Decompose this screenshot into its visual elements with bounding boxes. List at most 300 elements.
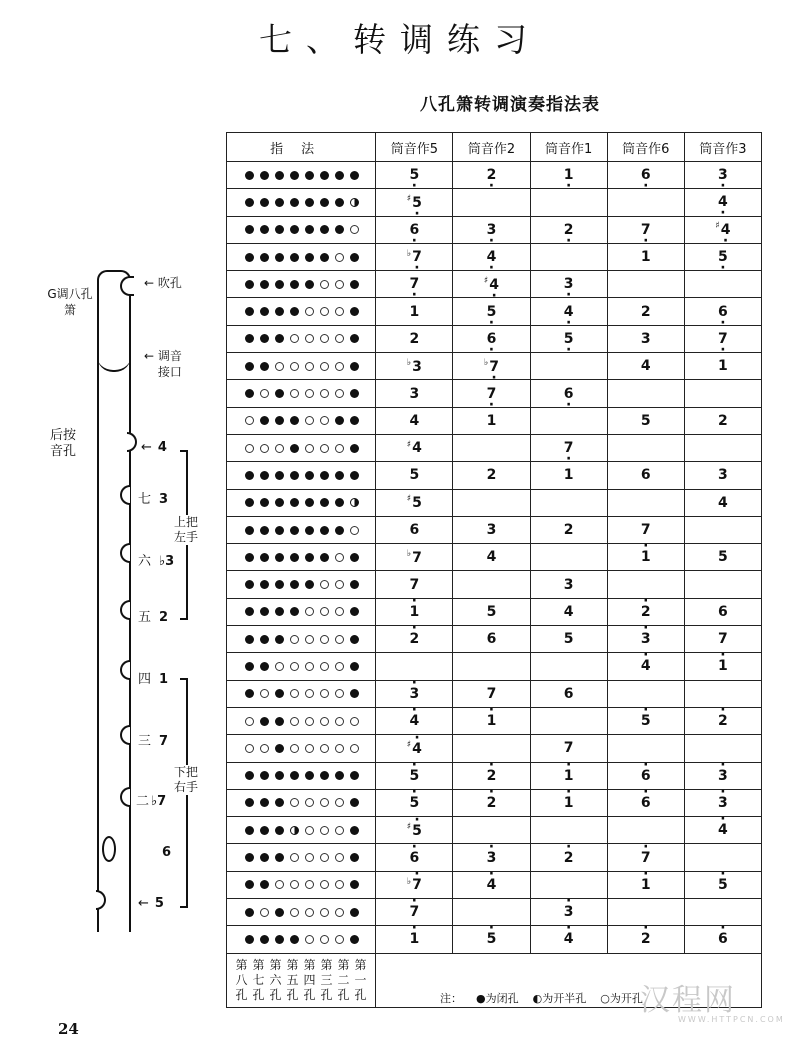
open-hole-icon	[335, 362, 344, 371]
fingering-cell	[227, 243, 376, 270]
closed-hole-icon	[260, 771, 269, 780]
open-hole-icon	[305, 362, 314, 371]
closed-hole-icon	[275, 498, 284, 507]
open-hole-icon	[335, 635, 344, 644]
instrument-label: G调八孔箫	[47, 287, 93, 317]
note-cell	[607, 871, 684, 898]
closed-hole-icon	[245, 689, 254, 698]
closed-hole-icon	[350, 362, 359, 371]
blowhole-label: ← 吹孔	[144, 276, 182, 290]
open-hole-icon	[335, 607, 344, 616]
closed-hole-icon	[275, 853, 284, 862]
closed-hole-icon	[320, 471, 329, 480]
header-key-6: 筒音作6	[607, 133, 684, 162]
note-value: · 5	[718, 877, 728, 893]
note-value: 6	[563, 685, 574, 702]
note-value: 4	[486, 549, 497, 566]
closed-hole-icon	[335, 771, 344, 780]
note-value: 5	[486, 603, 497, 620]
table-body	[227, 162, 762, 954]
note-value: · 1	[718, 658, 728, 674]
closed-hole-icon	[245, 253, 254, 262]
open-hole-icon	[320, 689, 329, 698]
note-cell	[530, 434, 607, 461]
note-cell	[530, 707, 607, 734]
note-cell	[530, 516, 607, 543]
open-hole-icon	[335, 908, 344, 917]
note-cell	[453, 707, 530, 734]
note-value: 7 ·	[564, 440, 574, 456]
open-hole-icon	[260, 689, 269, 698]
closed-hole-icon	[335, 416, 344, 425]
note-value: 2 ·	[487, 167, 497, 183]
closed-hole-icon	[260, 607, 269, 616]
fingering-cell	[227, 653, 376, 680]
note-value: · 4	[718, 822, 728, 838]
note-cell	[376, 325, 453, 352]
note-value: · 3	[409, 686, 419, 702]
closed-hole-icon	[320, 553, 329, 562]
note-cell: ♯4 ·	[453, 271, 530, 298]
closed-hole-icon	[350, 853, 359, 862]
note-value: 1	[563, 467, 574, 484]
hole-order-legend: 第 第 第 第 第 第 第 第 八 七 六 五 四 三 二 一 孔 孔 孔 孔 孔 孔 孔 孔	[227, 953, 376, 1007]
note-value: · 2	[564, 850, 574, 866]
note-cell	[607, 271, 684, 298]
note-cell	[453, 516, 530, 543]
half-hole-icon	[350, 498, 359, 507]
closed-hole-icon	[260, 334, 269, 343]
closed-hole-icon	[350, 662, 359, 671]
page-number: 24	[58, 1020, 79, 1038]
note-value: 4	[563, 603, 574, 620]
note-cell	[453, 434, 530, 461]
note-value: 1	[486, 412, 497, 429]
closed-hole-icon	[245, 853, 254, 862]
note-cell: ♯4 ·	[684, 216, 761, 243]
closed-hole-icon	[245, 635, 254, 644]
note-value: · 1	[641, 877, 651, 893]
open-hole-icon	[305, 935, 314, 944]
note-value: 4	[409, 412, 420, 429]
closed-hole-icon	[275, 635, 284, 644]
header-fingering: 指法	[227, 133, 376, 162]
note-cell	[453, 162, 530, 189]
closed-hole-icon	[275, 607, 284, 616]
note-value: 3 ·	[564, 276, 574, 292]
closed-hole-icon	[290, 771, 299, 780]
note-value: 5	[412, 495, 422, 512]
table-row	[227, 653, 762, 680]
closed-hole-icon	[245, 334, 254, 343]
note-cell	[607, 489, 684, 516]
closed-hole-icon	[290, 280, 299, 289]
note-cell	[376, 380, 453, 407]
closed-hole-icon	[290, 935, 299, 944]
note-cell	[376, 626, 453, 653]
note-cell	[530, 162, 607, 189]
note-value: 7 ·	[641, 222, 651, 238]
open-hole-icon	[305, 853, 314, 862]
note-cell	[453, 598, 530, 625]
note-value: · 3	[641, 631, 651, 647]
hole-label: 6	[162, 845, 172, 860]
note-value: 1	[409, 303, 420, 320]
header-key-1: 筒音作1	[530, 133, 607, 162]
closed-hole-icon	[305, 253, 314, 262]
closed-hole-icon	[275, 553, 284, 562]
open-hole-icon	[320, 935, 329, 944]
note-value: 5 ·	[718, 249, 728, 265]
open-hole-icon	[305, 689, 314, 698]
note-cell: ♯· 5	[376, 817, 453, 844]
closed-hole-icon	[260, 826, 269, 835]
note-value: 3	[412, 358, 422, 375]
closed-hole-icon	[290, 171, 299, 180]
note-value: 6 ·	[564, 386, 574, 402]
note-value: · 1	[564, 768, 574, 784]
open-hole-icon	[305, 416, 314, 425]
closed-hole-icon	[350, 635, 359, 644]
closed-hole-icon	[260, 853, 269, 862]
note-cell: ♭7 ·	[453, 353, 530, 380]
closed-hole-icon	[290, 580, 299, 589]
closed-hole-icon	[260, 880, 269, 889]
fingering-cell	[227, 380, 376, 407]
closed-hole-icon	[260, 498, 269, 507]
closed-hole-icon	[245, 798, 254, 807]
note-value: 5 ·	[564, 331, 574, 347]
closed-hole-icon	[320, 771, 329, 780]
note-cell: ♭· 7	[376, 871, 453, 898]
fingering-cell	[227, 162, 376, 189]
closed-hole-icon	[245, 171, 254, 180]
note-cell: ♭7 ·	[376, 243, 453, 270]
open-hole-icon	[260, 444, 269, 453]
table-row	[227, 516, 762, 543]
open-hole-icon	[275, 444, 284, 453]
note-value: · 4	[641, 658, 651, 674]
closed-hole-icon	[290, 498, 299, 507]
closed-hole-icon	[290, 225, 299, 234]
legend-closed: ●为闭孔	[476, 992, 519, 1005]
open-hole-icon	[305, 389, 314, 398]
closed-hole-icon	[275, 198, 284, 207]
open-hole-icon	[320, 853, 329, 862]
note-value: · 4	[409, 713, 419, 729]
note-value: 3	[640, 330, 651, 347]
closed-hole-icon	[305, 553, 314, 562]
fingering-cell	[227, 735, 376, 762]
note-value: · 6	[409, 850, 419, 866]
note-cell: ♯· 4	[376, 735, 453, 762]
note-value: · 2	[641, 604, 651, 620]
open-hole-icon	[320, 362, 329, 371]
open-hole-icon	[320, 635, 329, 644]
closed-hole-icon	[260, 635, 269, 644]
open-hole-icon	[335, 717, 344, 726]
closed-hole-icon	[290, 471, 299, 480]
note-value: 4 ·	[487, 249, 497, 265]
note-value: 7 ·	[409, 276, 419, 292]
closed-hole-icon	[275, 416, 284, 425]
note-cell	[607, 707, 684, 734]
open-hole-icon	[290, 662, 299, 671]
closed-hole-icon	[245, 526, 254, 535]
open-hole-icon	[320, 307, 329, 316]
closed-hole-icon	[350, 880, 359, 889]
note-cell	[684, 462, 761, 489]
note-value: 5	[563, 631, 574, 648]
note-value: · 3	[718, 768, 728, 784]
note-value: 6 ·	[641, 167, 651, 183]
hole-label: 六 ♭3	[138, 554, 175, 569]
closed-hole-icon	[260, 553, 269, 562]
open-hole-icon	[320, 662, 329, 671]
closed-hole-icon	[275, 280, 284, 289]
open-hole-icon	[245, 744, 254, 753]
note-value: 6 ·	[487, 331, 497, 347]
open-hole-icon	[245, 717, 254, 726]
note-cell	[684, 871, 761, 898]
note-value: · 1	[409, 604, 419, 620]
note-value: 1	[640, 249, 651, 266]
closed-hole-icon	[305, 225, 314, 234]
open-hole-icon	[320, 280, 329, 289]
open-hole-icon	[290, 362, 299, 371]
open-hole-icon	[320, 717, 329, 726]
note-value: 7	[563, 740, 574, 757]
table-row	[227, 707, 762, 734]
note-cell	[607, 926, 684, 953]
note-value: 3 ·	[718, 167, 728, 183]
closed-hole-icon	[335, 498, 344, 507]
open-hole-icon	[290, 389, 299, 398]
closed-hole-icon	[275, 908, 284, 917]
note-value: · 5	[412, 823, 422, 839]
closed-hole-icon	[350, 253, 359, 262]
fingering-cell	[227, 762, 376, 789]
open-hole-icon	[305, 444, 314, 453]
note-value: 7	[412, 549, 422, 566]
open-hole-icon	[320, 744, 329, 753]
note-cell	[453, 871, 530, 898]
table-row	[227, 926, 762, 953]
note-value: 7 ·	[718, 331, 728, 347]
note-cell: ♭3	[376, 353, 453, 380]
note-cell	[376, 926, 453, 953]
note-value: · 2	[487, 795, 497, 811]
closed-hole-icon	[275, 826, 284, 835]
closed-hole-icon	[350, 334, 359, 343]
closed-hole-icon	[320, 526, 329, 535]
fingering-cell	[227, 298, 376, 325]
note-value: 4 ·	[721, 222, 731, 238]
hole-label: ← 4	[141, 440, 167, 455]
note-cell	[684, 489, 761, 516]
note-value: · 4	[564, 931, 574, 947]
note-value: 1 ·	[564, 167, 574, 183]
closed-hole-icon	[335, 526, 344, 535]
note-cell	[607, 407, 684, 434]
closed-hole-icon	[350, 826, 359, 835]
table-row	[227, 871, 762, 898]
note-cell	[684, 162, 761, 189]
note-cell	[530, 544, 607, 571]
closed-hole-icon	[275, 935, 284, 944]
open-hole-icon	[290, 908, 299, 917]
open-hole-icon	[305, 717, 314, 726]
note-value: 6 ·	[718, 304, 728, 320]
note-value: · 4	[412, 741, 422, 757]
table-row	[227, 462, 762, 489]
note-cell	[530, 926, 607, 953]
note-cell: ♯5	[376, 489, 453, 516]
note-value: 4 ·	[718, 194, 728, 210]
fingering-cell	[227, 571, 376, 598]
note-cell	[376, 516, 453, 543]
tuning-joint-label: ← 调音接口	[144, 349, 182, 379]
open-hole-icon	[290, 334, 299, 343]
note-cell	[376, 162, 453, 189]
closed-hole-icon	[245, 771, 254, 780]
open-hole-icon	[320, 908, 329, 917]
note-cell	[453, 216, 530, 243]
note-value: 7	[486, 685, 497, 702]
note-value: 2	[640, 303, 651, 320]
watermark: 汉程网 WWW.HTTPCN.COM	[640, 983, 785, 1024]
note-value: 6	[640, 467, 651, 484]
note-cell	[530, 271, 607, 298]
note-cell	[530, 489, 607, 516]
open-hole-icon	[290, 744, 299, 753]
fingering-cell	[227, 871, 376, 898]
fingering-cell	[227, 707, 376, 734]
open-hole-icon	[335, 689, 344, 698]
note-cell	[607, 653, 684, 680]
open-hole-icon	[335, 334, 344, 343]
note-cell	[684, 544, 761, 571]
note-cell	[607, 325, 684, 352]
header-key-2: 筒音作2	[453, 133, 530, 162]
open-hole-icon	[335, 389, 344, 398]
note-cell	[684, 926, 761, 953]
table-title: 八孔箫转调演奏指法表	[420, 95, 600, 115]
note-cell	[607, 789, 684, 816]
note-cell	[453, 571, 530, 598]
page-title: 七、转调练习	[259, 20, 541, 59]
table-row	[227, 216, 762, 243]
open-hole-icon	[335, 798, 344, 807]
note-value: · 1	[564, 795, 574, 811]
back-hole-icon	[127, 432, 137, 452]
legend-note-prefix: 注：	[440, 992, 462, 1005]
open-hole-icon	[290, 635, 299, 644]
lower-hand-label: 下把右手	[174, 765, 204, 795]
closed-hole-icon	[260, 471, 269, 480]
closed-hole-icon	[305, 580, 314, 589]
closed-hole-icon	[350, 689, 359, 698]
table-row	[227, 162, 762, 189]
note-value: 2	[718, 412, 728, 429]
closed-hole-icon	[260, 307, 269, 316]
open-hole-icon	[335, 662, 344, 671]
open-hole-icon	[320, 416, 329, 425]
table-row	[227, 626, 762, 653]
note-value: · 3	[564, 904, 574, 920]
note-value: · 4	[487, 877, 497, 893]
fingering-cell	[227, 325, 376, 352]
closed-hole-icon	[305, 498, 314, 507]
fingering-cell	[227, 844, 376, 871]
closed-hole-icon	[350, 171, 359, 180]
note-value: 5	[718, 549, 728, 566]
open-hole-icon	[335, 307, 344, 316]
fingering-cell	[227, 680, 376, 707]
open-hole-icon	[290, 689, 299, 698]
flute-diagram	[0, 260, 225, 1000]
open-hole-icon	[305, 662, 314, 671]
note-cell	[453, 462, 530, 489]
fingering-cell	[227, 407, 376, 434]
closed-hole-icon	[260, 171, 269, 180]
note-cell: ♯5 ·	[376, 189, 453, 216]
open-hole-icon	[320, 607, 329, 616]
closed-hole-icon	[245, 280, 254, 289]
closed-hole-icon	[290, 198, 299, 207]
note-cell	[607, 216, 684, 243]
open-hole-icon	[320, 389, 329, 398]
closed-hole-icon	[275, 334, 284, 343]
note-cell	[530, 844, 607, 871]
closed-hole-icon	[245, 471, 254, 480]
open-hole-icon	[335, 444, 344, 453]
closed-hole-icon	[245, 935, 254, 944]
note-value: · 7	[412, 877, 422, 893]
open-hole-icon	[350, 717, 359, 726]
closed-hole-icon	[275, 717, 284, 726]
closed-hole-icon	[260, 280, 269, 289]
closed-hole-icon	[335, 171, 344, 180]
note-value: 5 ·	[412, 195, 422, 211]
closed-hole-icon	[275, 798, 284, 807]
fingering-cell	[227, 899, 376, 926]
closed-hole-icon	[260, 225, 269, 234]
open-hole-icon	[305, 607, 314, 616]
note-value: 6	[486, 631, 497, 648]
note-cell	[530, 571, 607, 598]
note-value: · 2	[487, 768, 497, 784]
closed-hole-icon	[350, 607, 359, 616]
hole-label: 三 7	[138, 734, 169, 749]
note-value: · 1	[641, 549, 651, 565]
closed-hole-icon	[260, 662, 269, 671]
note-value: 2	[409, 330, 420, 347]
open-hole-icon	[350, 744, 359, 753]
note-value: 2	[563, 522, 574, 538]
table-row	[227, 598, 762, 625]
fingering-cell	[227, 271, 376, 298]
closed-hole-icon	[350, 908, 359, 917]
fingering-cell	[227, 598, 376, 625]
table-row	[227, 489, 762, 516]
fingering-cell	[227, 626, 376, 653]
closed-hole-icon	[260, 580, 269, 589]
closed-hole-icon	[260, 798, 269, 807]
closed-hole-icon	[290, 307, 299, 316]
note-value: · 6	[718, 931, 728, 947]
open-hole-icon	[350, 225, 359, 234]
